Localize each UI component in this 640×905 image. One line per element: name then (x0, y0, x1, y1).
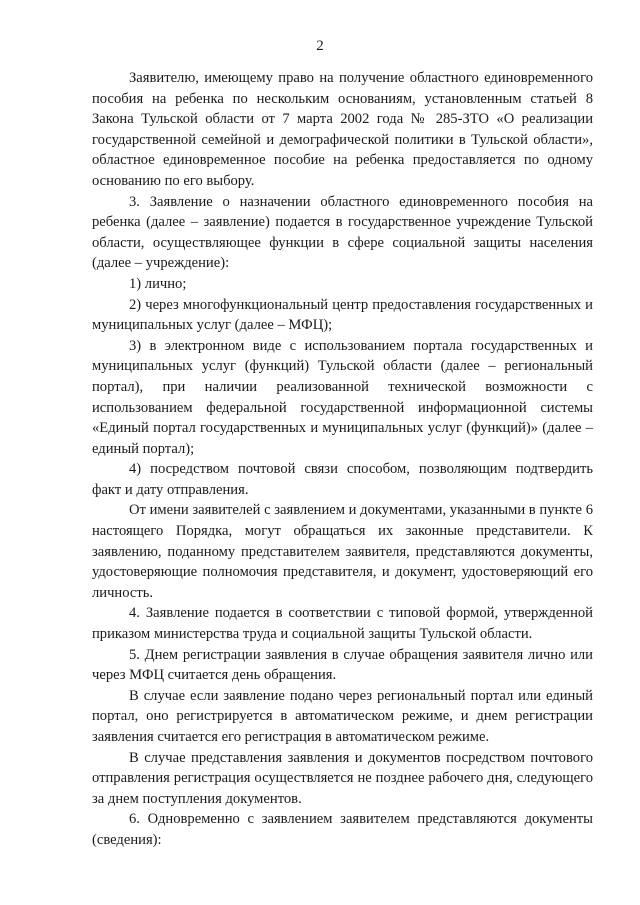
document-body (92, 68, 593, 851)
list-item-in-person: 1) лично; (129, 275, 187, 292)
paragraph-section-4: 4. Заявление подается в соответствии с типовой формой, утвержденной приказом министерства труда и социальной защиты Тульской области. (92, 605, 593, 643)
paragraph-section-5: 5. Днем регистрации заявления в случае обращения заявителя лично или через МФЦ считается день обращения. (92, 646, 593, 684)
paragraph-section-3: 3. Заявление о назначении областного единовременного пособия на ребенка (далее – заявление) подается в государственное учреждение Тульской области, осуществляющее функции в сфере социальной защиты населения (далее – учреждение): (92, 193, 593, 272)
list-item-electronic: 3) в электронном виде с использованием портала государственных и муниципальных услуг (функций) Тульской области (далее – региональный портал), при наличии реализованной технической возможности с использованием федеральной государственной информационной системы «Единый портал государственных и муниципальных услуг (функций)» (далее – единый портал); (92, 337, 593, 457)
paragraph-representatives: От имени заявителей с заявлением и документами, указанными в пункте 6 настоящего Порядка, могут обращаться их законные представители. К заявлению, поданному представителем заявителя, представляются документы, удостоверяющие полномочия представителя, и документ, удостоверяющий его личность. (92, 502, 593, 601)
list-item-postal: 4) посредством почтовой связи способом, позволяющим подтвердить факт и дату отправления. (92, 461, 593, 498)
list-item-mfc: 2) через многофункциональный центр предоставления государственных и муниципальных услуг (далее – МФЦ); (92, 296, 593, 334)
paragraph-postal-registration: В случае представления заявления и документов посредством почтового отправления регистрация осуществляется не позднее рабочего дня, следующего за днем поступления документов. (92, 749, 593, 807)
paragraph-benefit-choice: Заявителю, имеющему право на получение областного единовременного пособия на ребенка по нескольким основаниям, установленным статьей 8 Закона Тульской области от 7 марта 2002 года № 285-ЗТО «О реализации государственной семейной и демографической политики в Тульской области», областное единовременное пособие на ребенка предоставляется по одному основанию по его выбору. (92, 70, 593, 189)
paragraph-section-6: 6. Одновременно с заявлением заявителем представляются документы (сведения): (92, 811, 593, 848)
page-number: 2 (316, 38, 324, 54)
paragraph-portal-registration: В случае если заявление подано через региональный портал или единый портал, оно регистрируется в автоматическом режиме, и днем регистрации заявления считается его регистрация в автоматическом режиме. (92, 687, 593, 745)
